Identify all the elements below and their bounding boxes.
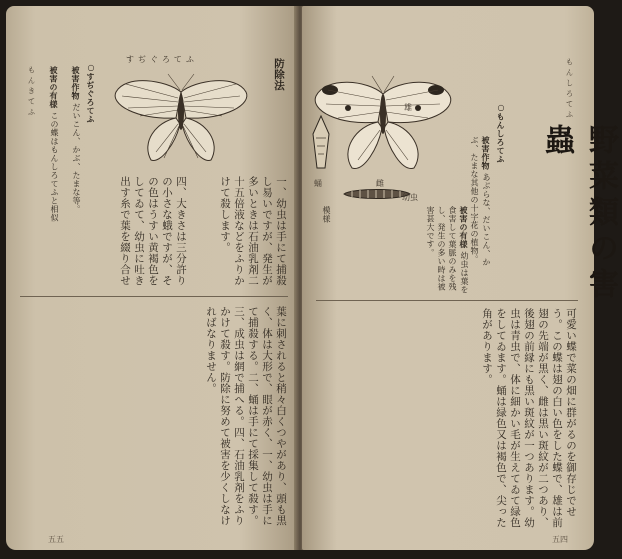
left-text-column-a: 一、幼虫は手にて捕殺し易いですが、発生が多いときは石油乳剤二十五倍液などをふりかけて殺します。 — [219, 176, 287, 286]
control-label: 防除法 — [273, 58, 285, 91]
left-body-lower: 葉に刺されると稍々白くつやがあり、頭も黒く、体は大形で、眼が赤く、一、幼虫は手にて捕殺する。二、蛹は手にて採集して殺す。三、成虫は網で捕へる。四、石油乳剤をふりかけて殺す。防除に努めて被害を少くしなければなりません。 — [205, 306, 287, 526]
pest-row-right: 被害の有様 幼虫は葉を食害して葉脈のみを残し、発生の多い時は被害甚大です。 — [426, 206, 469, 295]
pupa-illustration — [310, 114, 332, 170]
section-mark-left: ○すぢぐろてふ — [86, 62, 96, 124]
open-book — [6, 6, 618, 550]
illustration-kana: すぢぐろてふ — [126, 55, 198, 64]
damage-row-left: 被害作物 だいこん、かぶ、たまな等。 — [71, 66, 81, 214]
caption-male: 雄 — [404, 103, 412, 112]
left-page-number: 五五 — [48, 535, 64, 544]
right-page — [302, 6, 618, 550]
page-title: 野菜類の害蟲 — [539, 124, 618, 304]
left-header-ruby: もんきてふ — [27, 66, 36, 119]
pest-row-left: 被害の有様 この蝶はもんしろてふと相似 — [49, 66, 59, 223]
damage-row-right: 被害作物 あぶらな、だいこん、かぶ、たまな其他の十字花の植物。 — [470, 136, 491, 267]
caption-pupa: 蛹 — [314, 179, 322, 188]
divider-right — [316, 300, 578, 301]
left-text-column-b: 四、大きさは三分許りの小さな蛾ですが、その色はうすい黄褐色をしてゐて、幼虫に吐き出す糸で葉を綴り合せ — [119, 176, 187, 286]
title-ruby: もんしろてふ — [565, 58, 574, 121]
left-page — [6, 6, 298, 550]
side-note: 模様 — [322, 206, 331, 223]
section-mark-right: ○もんしろてふ — [496, 102, 506, 164]
caption-female: 雌 — [376, 179, 384, 188]
caption-larva: 幼虫 — [402, 193, 418, 202]
right-body: 可愛い蝶で菜の畑に群がるのを御存じでせう。この蝶は翅の白い色をした蝶で、雄は前翅の先端が黒く、雌は黒い斑紋が二つあり、後翅の前縁にも黒い斑紋が一つあります。幼虫は青虫で、体に細かい毛が生えてゐて緑色をしてゐます。蛹は緑色又は褐色で、尖った角があります。 — [481, 308, 577, 528]
right-page-number: 五四 — [552, 535, 568, 544]
butterfly-illustration-left — [106, 72, 256, 168]
divider — [20, 296, 288, 297]
